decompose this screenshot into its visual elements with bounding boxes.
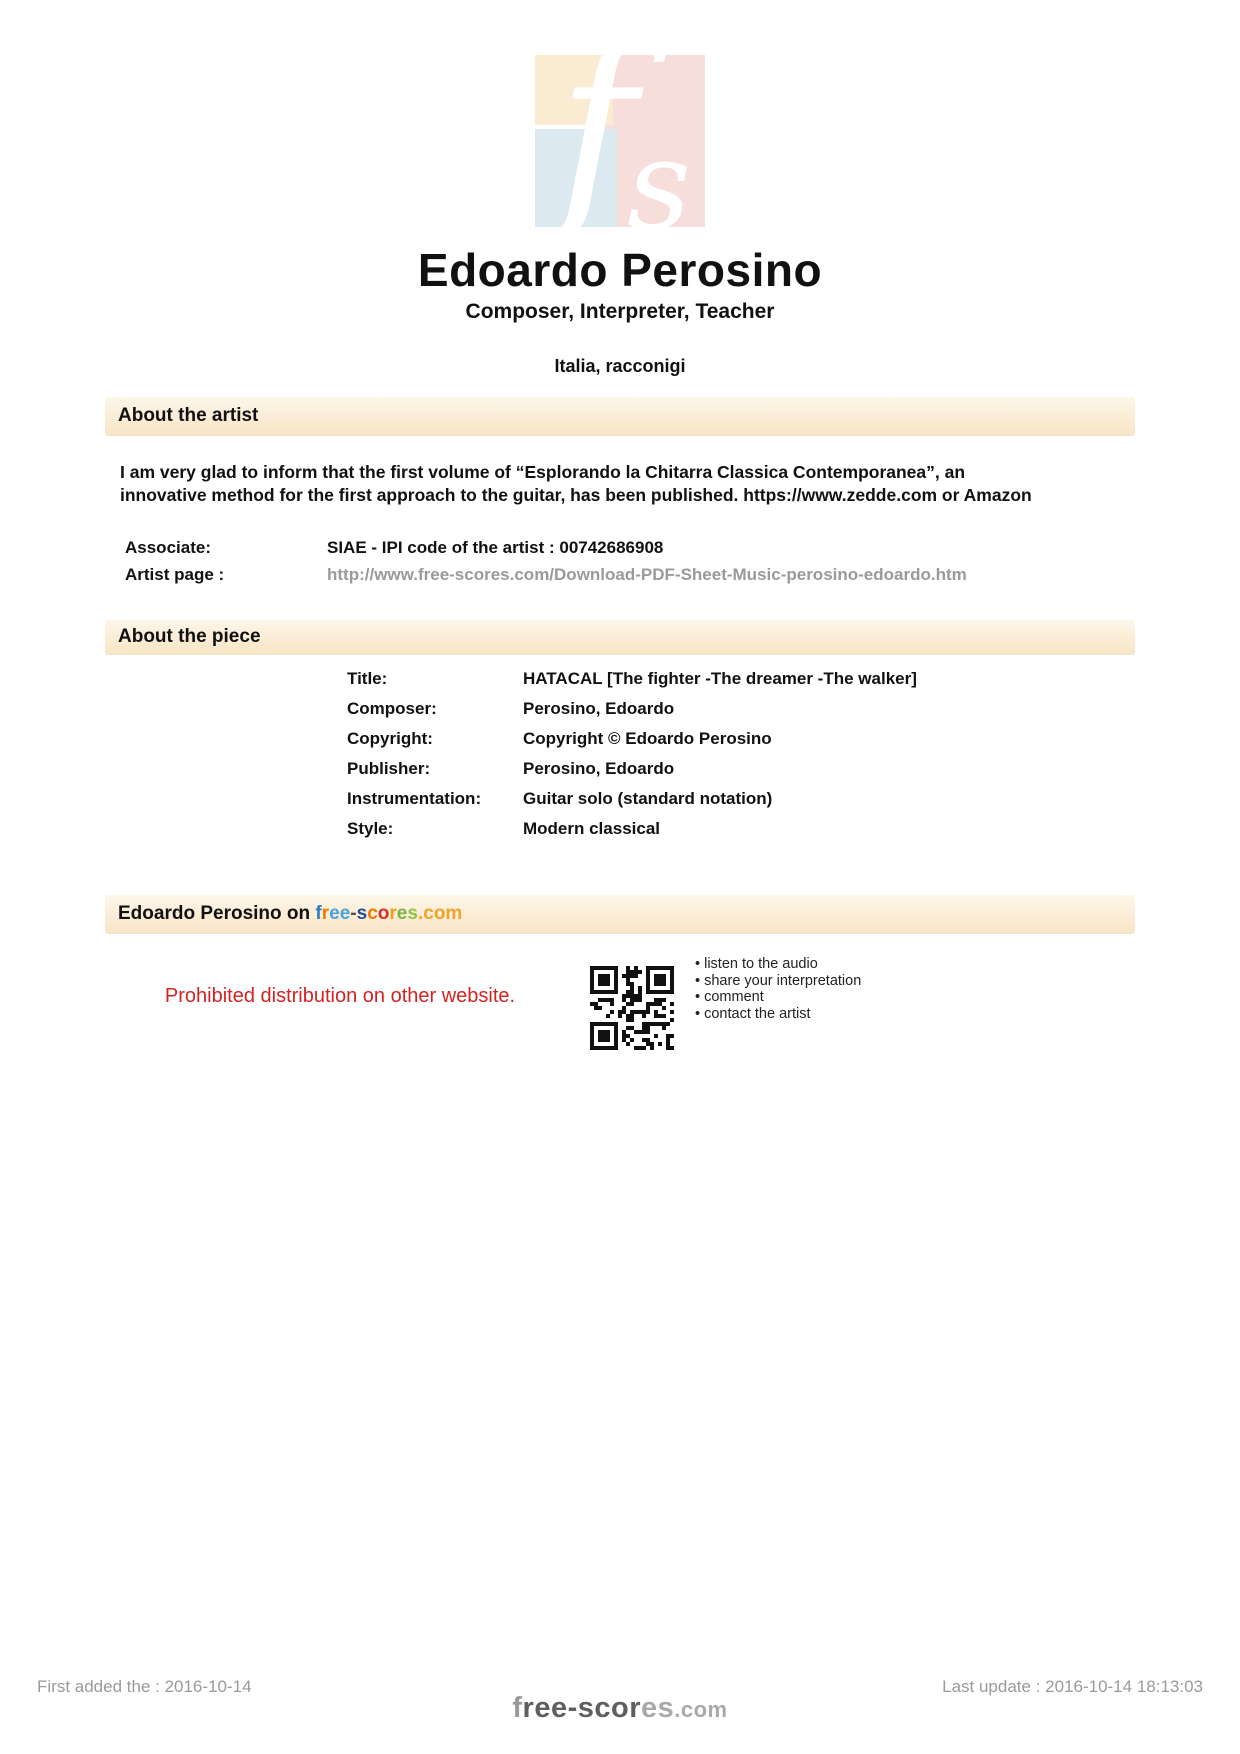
publisher-value: Perosino, Edoardo xyxy=(523,759,675,778)
copyright-label: Copyright: xyxy=(347,729,433,748)
artist-field-row xyxy=(125,561,1125,588)
prohibited-warning: Prohibited distribution on other website. xyxy=(164,985,516,1007)
artist-fields xyxy=(125,534,1125,588)
publisher-label: Publisher: xyxy=(347,759,431,778)
list-item: • share your interpretation xyxy=(695,973,861,990)
last-update-date: Last update : 2016-10-14 18:13:03 xyxy=(942,1677,1203,1696)
piece-fields xyxy=(347,664,1147,844)
artist-page-link[interactable]: http://www.free-scores.com/Download-PDF-Sheet-Music-perosino-edoardo.htm xyxy=(327,565,967,584)
listing-heading xyxy=(105,895,1135,933)
qr-code xyxy=(590,966,674,1050)
artist-location: Italia, racconigi xyxy=(554,356,686,376)
instrumentation-label: Instrumentation: xyxy=(347,789,482,808)
associate-value: SIAE - IPI code of the artist : 00742686908 xyxy=(327,538,664,557)
artist-name-title: Edoardo Perosino xyxy=(417,244,823,296)
footer-free-scores-logo: free-scores.com xyxy=(512,1692,728,1724)
copyright-value: Copyright © Edoardo Perosino xyxy=(523,729,772,748)
title-label: Title: xyxy=(347,669,388,688)
piece-field-row xyxy=(347,784,1147,814)
piece-field-row xyxy=(347,724,1147,754)
style-label: Style: xyxy=(347,819,394,838)
title-value: HATACAL [The fighter -The dreamer -The walker] xyxy=(523,669,917,688)
logo-s-glyph: s xyxy=(627,113,692,258)
listing-prefix: Edoardo Perosino on xyxy=(118,903,316,924)
artist-field-row xyxy=(125,534,1125,561)
piece-field-row xyxy=(347,694,1147,724)
instrumentation-value: Guitar solo (standard notation) xyxy=(523,789,773,808)
share-options-list xyxy=(695,956,861,1022)
piece-field-row xyxy=(347,814,1147,844)
composer-label: Composer: xyxy=(347,699,437,718)
about-artist-heading: About the artist xyxy=(105,397,1135,435)
style-value: Modern classical xyxy=(523,819,661,838)
artist-roles: Composer, Interpreter, Teacher xyxy=(465,300,775,323)
free-scores-brand: free-scores.com xyxy=(315,903,463,924)
composer-value: Perosino, Edoardo xyxy=(523,699,675,718)
piece-field-row xyxy=(347,664,1147,694)
qr-code-svg xyxy=(590,966,674,1050)
logo-f-glyph: f xyxy=(557,0,637,250)
list-item: • comment xyxy=(695,989,861,1006)
list-item: • contact the artist xyxy=(695,1006,861,1023)
piece-field-row xyxy=(347,754,1147,784)
associate-label: Associate: xyxy=(125,538,211,557)
about-piece-heading: About the piece xyxy=(105,620,1135,654)
first-added-date: First added the : 2016-10-14 xyxy=(37,1677,252,1696)
free-scores-logo-icon xyxy=(535,0,705,258)
artist-bio: I am very glad to inform that the first volume of “Esplorando la Chitarra Classica Contemporanea”, an innovative method for the first approach to the guitar, has been published. https://www.zedde.com or Amazon xyxy=(120,462,1032,505)
list-item: • listen to the audio xyxy=(695,956,861,973)
artist-page-label: Artist page : xyxy=(125,565,225,584)
